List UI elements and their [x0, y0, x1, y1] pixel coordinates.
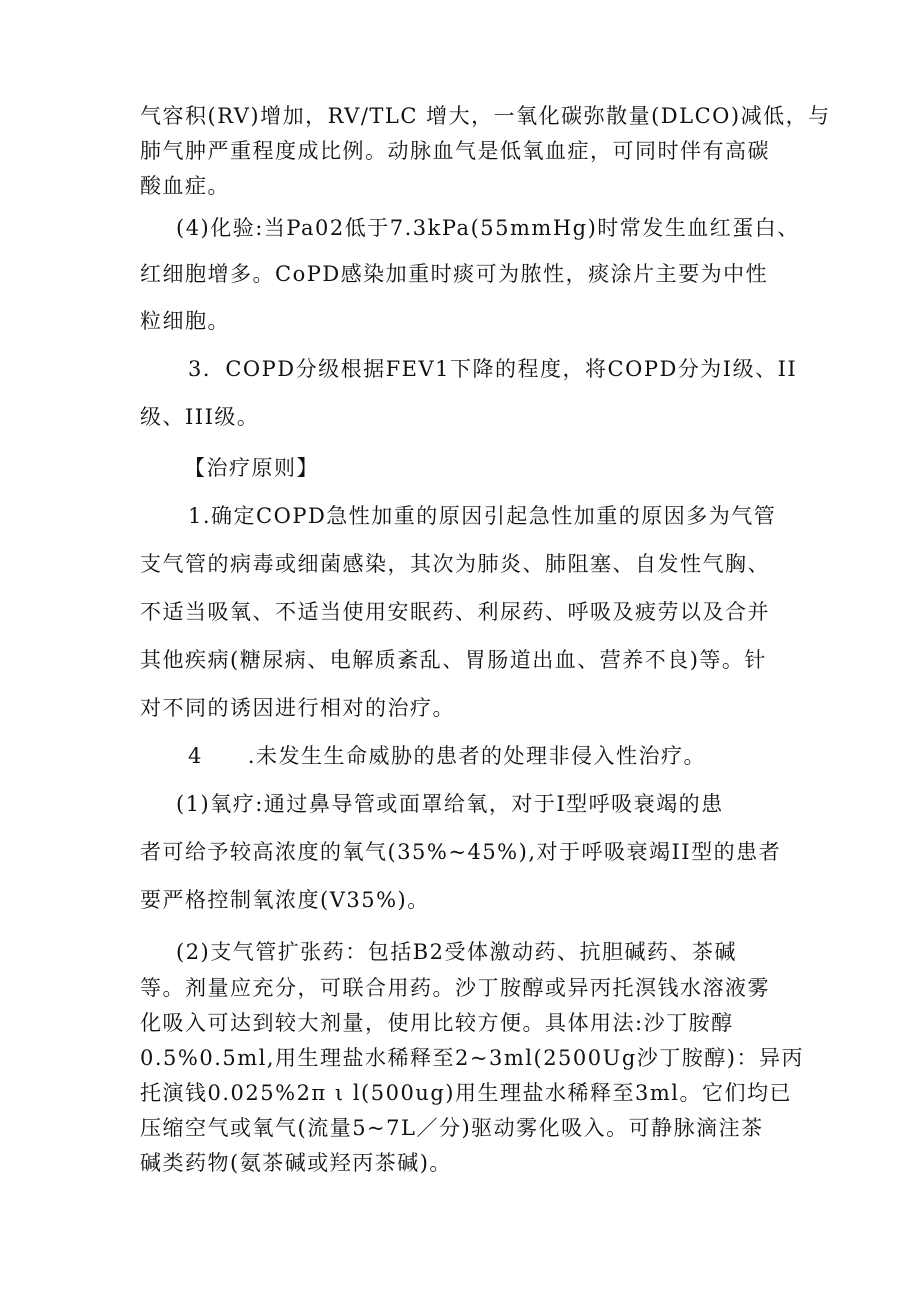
- paragraph-line: 碱类药物(氨茶碱或羟丙茶碱)。: [140, 1151, 452, 1175]
- paragraph-line: 粒细胞。: [140, 309, 230, 333]
- paragraph-line: 等。剂量应充分，可联合用药。沙丁胺醇或异丙托溟钱水溶液雾: [140, 976, 770, 1000]
- paragraph-line: 3．COPD分级根据FEV1下降的程度，将COPD分为I级、II: [188, 357, 798, 381]
- paragraph-line: 其他疾病(糖尿病、电解质紊乱、胃肠道出血、营养不良)等。针: [140, 648, 767, 672]
- paragraph-line: 支气管的病毒或细菌感染，其次为肺炎、肺阻塞、自发性气胸、: [140, 552, 770, 576]
- paragraph-line: 肺气肿严重程度成比例。动脉血气是低氧血症，可同时伴有高碳: [140, 139, 770, 163]
- paragraph-line: 1.确定COPD急性加重的原因引起急性加重的原因多为气管: [188, 504, 777, 528]
- paragraph-line: 对不同的诱因进行相对的治疗。: [140, 696, 455, 720]
- paragraph-line: 者可给予较高浓度的氧气(35%~45%),对于呼吸衰竭II型的患者: [140, 840, 782, 864]
- paragraph-line: 红细胞增多。CoPD感染加重时痰可为脓性，痰涂片主要为中性: [140, 262, 769, 286]
- paragraph-line: (1)氧疗:通过鼻导管或面罩给氧，对于I型呼吸衰竭的患: [176, 792, 724, 816]
- paragraph-line: 0.5%0.5ml,用生理盐水稀释至2~3ml(2500Ug沙丁胺醇)：异丙: [140, 1046, 804, 1070]
- paragraph-line: 4 .未发生生命威胁的患者的处理非侵入性治疗。: [188, 744, 707, 768]
- paragraph-line: 级、III级。: [140, 405, 260, 429]
- section-heading: 【治疗原则】: [184, 456, 319, 480]
- paragraph-line: 托演钱0.025%2π ι l(500ug)用生理盐水稀释至3ml。它们均已: [140, 1081, 792, 1105]
- paragraph-line: 不适当吸氧、不适当使用安眠药、利尿药、呼吸及疲劳以及合并: [140, 600, 770, 624]
- paragraph-line: (4)化验:当Pa02低于7.3kPa(55mmHg)时常发生血红蛋白、: [176, 216, 800, 240]
- paragraph-line: (2)支气管扩张药：包括B2受体激动药、抗胆碱药、茶碱: [176, 940, 738, 964]
- paragraph-line: 压缩空气或氧气(流量5~7L／分)驱动雾化吸入。可静脉滴注茶: [140, 1116, 764, 1140]
- paragraph-line: 要严格控制氧浓度(V35%)。: [140, 888, 430, 912]
- paragraph-line: 化吸入可达到较大剂量，使用比较方便。具体用法:沙丁胺醇: [140, 1011, 734, 1035]
- paragraph-line: 气容积(RV)增加，RV/TLC 增大，一氧化碳弥散量(DLCO)减低，与: [140, 104, 831, 128]
- paragraph-line: 酸血症。: [140, 174, 230, 198]
